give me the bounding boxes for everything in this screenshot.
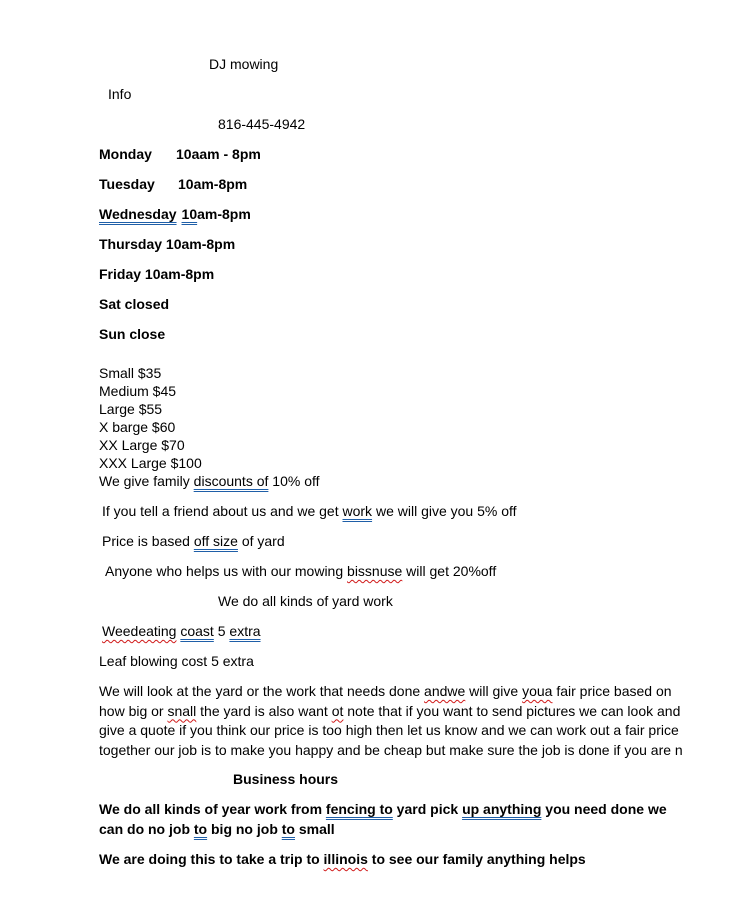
business-hours-heading: Business hours — [233, 771, 339, 787]
discount-helpers — [105, 562, 496, 580]
discount-friend-amount: we will give you 5% off — [372, 503, 517, 519]
year-work-underlined: to — [193, 820, 208, 837]
weedeating-price — [102, 622, 261, 640]
hours-monday-time: 10aam - 8pm — [176, 146, 261, 162]
description-text: note that if you want to send pictures we can look and give a quote if you think our price is too high then let us know and we can work out a fair price together our job is to make you happy and be cheap but make sure the job is done if you are n — [99, 702, 683, 758]
discount-friend-underlined: work — [342, 503, 373, 519]
phone-number: 816-445-4942 — [218, 116, 306, 132]
description-text: will give — [465, 683, 523, 699]
hours-wednesday — [99, 205, 251, 223]
price-basis — [102, 532, 285, 550]
price-item: XX Large $70 — [99, 437, 185, 453]
description-text: fair price based on how big or — [99, 683, 672, 719]
hours-wednesday-day: Wednesday — [99, 206, 177, 222]
price-item: Medium $45 — [99, 383, 177, 399]
hours-thursday: Thursday 10am-8pm — [99, 236, 236, 252]
description-misspelled: ot — [331, 702, 344, 719]
business-name: DJ mowing — [209, 56, 279, 72]
discount-helpers-amount: will get 20%off — [402, 563, 497, 579]
trip-misspelled: illinois — [323, 851, 368, 867]
discount-friend-text: If you tell a friend about us and we get — [102, 503, 343, 519]
description-text: We will look at the yard or the work that needs done — [99, 683, 425, 699]
weedeating-amount: 5 — [213, 623, 230, 639]
description-misspelled: youa — [522, 683, 553, 699]
year-work-underlined: fencing to — [325, 801, 393, 817]
year-work-text: We do all kinds of year work from — [99, 801, 326, 817]
price-basis-end: of yard — [237, 533, 285, 549]
info-label: Info — [108, 86, 132, 102]
description-text: the yard is also want — [196, 702, 332, 719]
description-paragraph — [99, 682, 689, 760]
weedeating-word: Weedeating — [102, 623, 177, 639]
hours-saturday: Sat closed — [99, 296, 170, 312]
discount-family-underlined: discounts of — [193, 473, 269, 489]
trip-text: We are doing this to take a trip to — [99, 851, 324, 867]
hours-tuesday-day: Tuesday — [99, 176, 155, 192]
weedeating-cost-word: coast — [180, 623, 214, 639]
leaf-blowing-price: Leaf blowing cost 5 extra — [99, 653, 254, 669]
discount-family-text: We give family — [99, 473, 194, 489]
price-basis-underlined: off size — [193, 533, 238, 549]
discount-helpers-text: Anyone who helps us with our mowing — [105, 563, 348, 579]
year-work-text: yard pick — [392, 801, 463, 817]
discount-family-amount: 10% off — [268, 473, 320, 489]
price-item: XXX Large $100 — [99, 455, 202, 471]
trip-line — [99, 850, 586, 868]
hours-wednesday-time-start: 10 — [181, 206, 198, 222]
year-work-underlined: up anything — [462, 801, 542, 817]
trip-text-end: to see our family anything helps — [367, 851, 586, 867]
hours-wednesday-time-end: am-8pm — [197, 206, 251, 222]
year-work-paragraph — [99, 800, 689, 839]
description-misspelled: snall — [167, 702, 197, 719]
year-work-underlined: to — [281, 820, 295, 837]
year-work-text: big no job — [207, 820, 282, 837]
discount-helpers-misspelled: bissnuse — [347, 563, 403, 579]
year-work-text: small — [294, 820, 335, 837]
weedeating-extra: extra — [229, 623, 261, 639]
price-item: X barge $60 — [99, 419, 176, 435]
description-misspelled: andwe — [424, 683, 466, 699]
price-basis-text: Price is based — [102, 533, 194, 549]
hours-sunday: Sun close — [99, 326, 166, 342]
hours-friday: Friday 10am-8pm — [99, 266, 215, 282]
discount-friend — [102, 502, 517, 520]
year-work-text: you need done we can do no job — [99, 801, 667, 837]
hours-monday — [99, 145, 261, 163]
price-item: Large $55 — [99, 401, 163, 417]
hours-tuesday — [99, 175, 247, 193]
services-heading: We do all kinds of yard work — [218, 593, 393, 609]
hours-tuesday-time: 10am-8pm — [178, 176, 248, 192]
hours-monday-day: Monday — [99, 146, 152, 162]
price-item: Small $35 — [99, 365, 162, 381]
discount-family — [99, 472, 320, 490]
